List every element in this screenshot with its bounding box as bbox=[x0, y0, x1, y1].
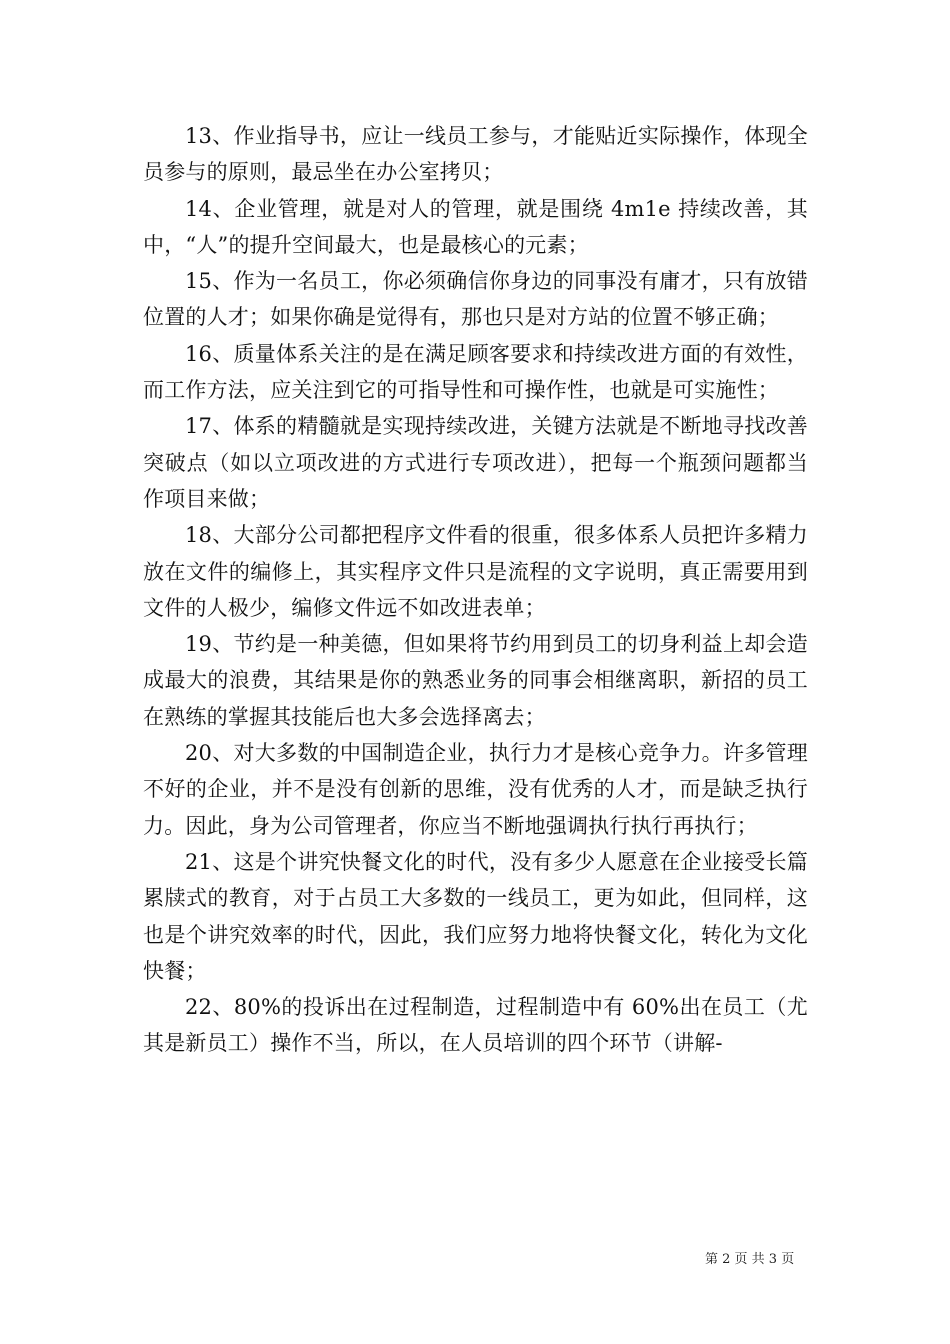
paragraph-17: 17、体系的精髓就是实现持续改进，关键方法就是不断地寻找改善突破点（如以立项改进的方式进行专项改进），把每一个瓶颈问题都当作项目来做； bbox=[143, 414, 808, 511]
paragraph-13: 13、作业指导书，应让一线员工参与，才能贴近实际操作，体现全员参与的原则，最忌坐在办公室拷贝； bbox=[143, 124, 808, 185]
paragraph-19: 19、节约是一种美德，但如果将节约用到员工的切身利益上却会造成最大的浪费，其结果是你的熟悉业务的同事会相继离职，新招的员工在熟练的掌握其技能后也大多会选择离去； bbox=[143, 632, 808, 729]
page-number-footer: 第 2 页 共 3 页 bbox=[705, 1252, 795, 1267]
paragraph-22: 22、80%的投诉出在过程制造，过程制造中有 60%出在员工（尤其是新员工）操作不当，所以，在人员培训的四个环节（讲解- bbox=[143, 995, 808, 1056]
paragraph-14: 14、企业管理，就是对人的管理，就是围绕 4m1e 持续改善，其中，“人”的提升空间最大，也是最核心的元素； bbox=[143, 196, 808, 257]
document-body bbox=[143, 118, 808, 1062]
paragraph-21: 21、这是个讲究快餐文化的时代，没有多少人愿意在企业接受长篇累牍式的教育，对于占员工大多数的一线员工，更为如此，但同样，这也是个讲究效率的时代，因此，我们应努力地将快餐文化，转化为文化快餐； bbox=[143, 849, 808, 983]
paragraph-20: 20、对大多数的中国制造企业，执行力才是核心竞争力。许多管理不好的企业，并不是没有创新的思维，没有优秀的人才，而是缺乏执行力。因此，身为公司管理者，你应当不断地强调执行执行再执行； bbox=[143, 741, 808, 838]
paragraph-15: 15、作为一名员工，你必须确信你身边的同事没有庸才，只有放错位置的人才；如果你确是觉得有，那也只是对方站的位置不够正确； bbox=[143, 269, 808, 330]
paragraph-16: 16、质量体系关注的是在满足顾客要求和持续改进方面的有效性，而工作方法，应关注到它的可指导性和可操作性，也就是可实施性； bbox=[143, 341, 808, 403]
paragraph-18: 18、大部分公司都把程序文件看的很重，很多体系人员把许多精力放在文件的编修上，其实程序文件只是流程的文字说明，真正需要用到文件的人极少，编修文件远不如改进表单； bbox=[143, 523, 808, 620]
